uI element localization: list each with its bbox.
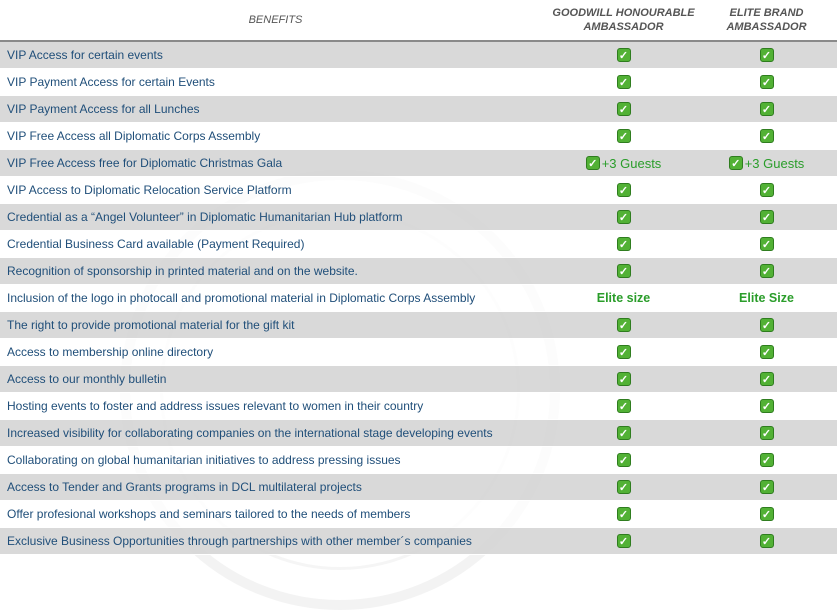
table-row: [0, 312, 837, 339]
goodwill-value-cell: [551, 420, 696, 447]
goodwill-value-cell: [551, 41, 696, 69]
benefit-label: The right to provide promotional material for the gift kit: [0, 312, 551, 339]
benefit-label: Credential Business Card available (Payment Required): [0, 231, 551, 258]
elite-value-cell: [696, 420, 837, 447]
elite-value-cell: [696, 339, 837, 366]
check-box-icon: ✓: [760, 129, 774, 143]
header-row: [0, 0, 837, 41]
table-row: [0, 285, 837, 312]
check-box-icon: ✓: [617, 129, 631, 143]
check-box-icon: ✓: [617, 75, 631, 89]
elite-value-cell: [696, 231, 837, 258]
elite-value-cell: [696, 150, 837, 177]
check-box-icon: ✓: [586, 156, 600, 170]
goodwill-header-line2: AMBASSADOR: [583, 21, 664, 33]
check-box-icon: ✓: [760, 399, 774, 413]
elite-value-cell: [696, 501, 837, 528]
benefit-label: Credential as a “Angel Volunteer” in Diplomatic Humanitarian Hub platform: [0, 204, 551, 231]
goodwill-value-cell: [551, 123, 696, 150]
goodwill-value-cell: [551, 366, 696, 393]
goodwill-value-cell: [551, 474, 696, 501]
benefit-label: Collaborating on global humanitarian initiatives to address pressing issues: [0, 447, 551, 474]
check-box-icon: ✓: [617, 372, 631, 386]
benefit-label: VIP Access for certain events: [0, 41, 551, 69]
benefits-rows: [0, 41, 837, 555]
elite-value-cell: [696, 177, 837, 204]
check-box-icon: ✓: [617, 507, 631, 521]
check-box-icon: ✓: [760, 534, 774, 548]
goodwill-value-cell: [551, 69, 696, 96]
table-row: [0, 177, 837, 204]
table-row: [0, 41, 837, 69]
table-row: [0, 393, 837, 420]
check-box-icon: ✓: [617, 48, 631, 62]
check-box-icon: ✓: [760, 453, 774, 467]
benefit-label: Offer profesional workshops and seminars tailored to the needs of members: [0, 501, 551, 528]
check-box-icon: ✓: [617, 210, 631, 224]
goodwill-value-cell: [551, 528, 696, 555]
elite-header-line2: AMBASSADOR: [726, 21, 807, 33]
benefit-label: VIP Access to Diplomatic Relocation Service Platform: [0, 177, 551, 204]
table-row: [0, 447, 837, 474]
benefit-label: Recognition of sponsorship in printed material and on the website.: [0, 258, 551, 285]
benefit-label: Access to membership online directory: [0, 339, 551, 366]
check-box-icon: ✓: [617, 345, 631, 359]
elite-value-cell: [696, 96, 837, 123]
elite-value-cell: [696, 528, 837, 555]
check-box-icon: ✓: [617, 399, 631, 413]
elite-value-cell: [696, 366, 837, 393]
benefit-label: VIP Free Access free for Diplomatic Christmas Gala: [0, 150, 551, 177]
check-box-icon: ✓: [760, 102, 774, 116]
check-box-icon: ✓: [760, 75, 774, 89]
goodwill-value-cell: [551, 339, 696, 366]
table-row: [0, 231, 837, 258]
check-box-icon: ✓: [760, 237, 774, 251]
goodwill-ambassador-header: [551, 0, 696, 41]
check-box-icon: ✓: [617, 102, 631, 116]
elite-value-cell: [696, 258, 837, 285]
elite-value-cell: [696, 123, 837, 150]
table-row: [0, 474, 837, 501]
table-row: [0, 366, 837, 393]
check-box-icon: ✓: [760, 372, 774, 386]
check-box-icon: ✓: [617, 480, 631, 494]
check-box-icon: ✓: [760, 264, 774, 278]
check-box-icon: ✓: [760, 480, 774, 494]
benefits-header: BENEFITS: [0, 0, 551, 41]
goodwill-value-cell: [551, 312, 696, 339]
table-row: [0, 528, 837, 555]
table-row: [0, 501, 837, 528]
goodwill-value-cell: [551, 231, 696, 258]
table-row: [0, 204, 837, 231]
elite-value-cell: [696, 285, 837, 312]
check-box-icon: ✓: [760, 345, 774, 359]
table-row: [0, 150, 837, 177]
guests-text: +3 Guests: [744, 155, 805, 171]
goodwill-value-cell: [551, 204, 696, 231]
benefit-label: Access to Tender and Grants programs in DCL multilateral projects: [0, 474, 551, 501]
benefit-label: VIP Free Access all Diplomatic Corps Assembly: [0, 123, 551, 150]
elite-value-cell: [696, 69, 837, 96]
elite-value-cell: [696, 312, 837, 339]
table-row: [0, 123, 837, 150]
check-box-icon: ✓: [760, 183, 774, 197]
goodwill-value-cell: [551, 177, 696, 204]
elite-value-cell: [696, 204, 837, 231]
benefit-label: Access to our monthly bulletin: [0, 366, 551, 393]
elite-value-cell: [696, 474, 837, 501]
table-row: [0, 69, 837, 96]
benefit-label: VIP Payment Access for all Lunches: [0, 96, 551, 123]
benefit-label: Increased visibility for collaborating companies on the international stage developing events: [0, 420, 551, 447]
goodwill-header-line1: GOODWILL HONOURABLE: [552, 7, 695, 19]
goodwill-value-cell: [551, 150, 696, 177]
benefit-label: Exclusive Business Opportunities through partnerships with other member´s companies: [0, 528, 551, 555]
check-box-icon: ✓: [617, 318, 631, 332]
goodwill-value-cell: [551, 285, 696, 312]
check-box-icon: ✓: [617, 426, 631, 440]
size-text: Elite size: [596, 291, 651, 305]
check-box-icon: ✓: [760, 210, 774, 224]
elite-value-cell: [696, 447, 837, 474]
check-box-icon: ✓: [760, 426, 774, 440]
goodwill-value-cell: [551, 393, 696, 420]
check-box-icon: ✓: [617, 237, 631, 251]
guests-text: +3 Guests: [601, 155, 662, 171]
check-box-icon: ✓: [760, 48, 774, 62]
elite-ambassador-header: [696, 0, 837, 41]
check-box-icon: ✓: [617, 453, 631, 467]
check-box-icon: ✓: [729, 156, 743, 170]
check-box-icon: ✓: [617, 183, 631, 197]
check-box-icon: ✓: [617, 534, 631, 548]
elite-value-cell: [696, 393, 837, 420]
check-box-icon: ✓: [617, 264, 631, 278]
goodwill-value-cell: [551, 258, 696, 285]
benefit-label: VIP Payment Access for certain Events: [0, 69, 551, 96]
benefit-label: Inclusion of the logo in photocall and promotional material in Diplomatic Corps Assembly: [0, 285, 551, 312]
goodwill-value-cell: [551, 501, 696, 528]
table-row: [0, 96, 837, 123]
elite-value-cell: [696, 41, 837, 69]
check-box-icon: ✓: [760, 318, 774, 332]
goodwill-value-cell: [551, 447, 696, 474]
goodwill-value-cell: [551, 96, 696, 123]
benefit-label: Hosting events to foster and address issues relevant to women in their country: [0, 393, 551, 420]
table-row: [0, 339, 837, 366]
size-text: Elite Size: [739, 291, 794, 305]
table-row: [0, 258, 837, 285]
elite-header-line1: ELITE BRAND: [729, 7, 804, 19]
table-row: [0, 420, 837, 447]
check-box-icon: ✓: [760, 507, 774, 521]
